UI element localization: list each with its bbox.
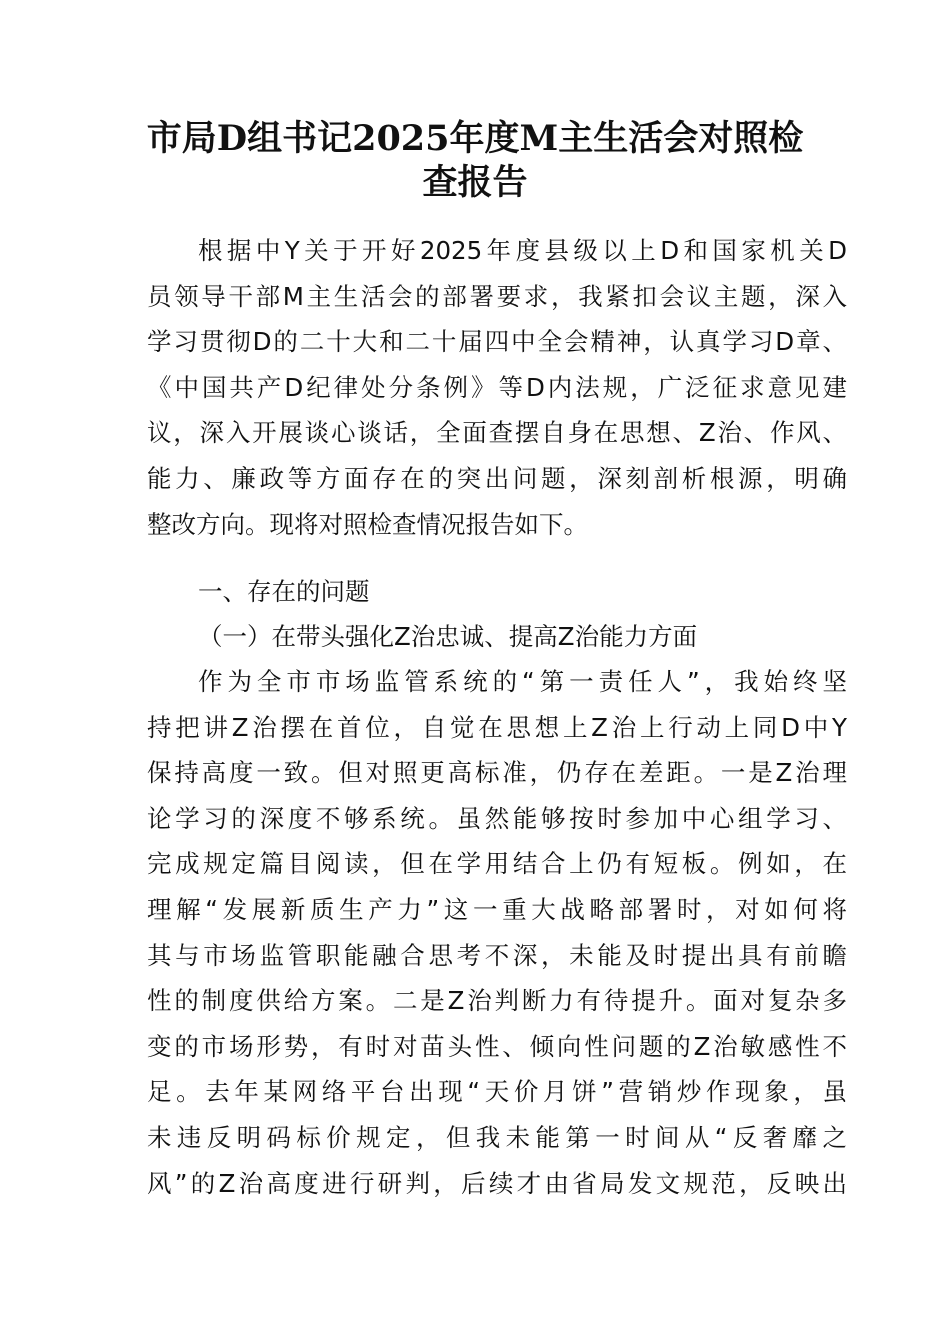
text-line: 持把讲Z治摆在首位，自觉在思想上Z治上行动上同D中Y bbox=[147, 712, 847, 742]
text-line: 理解“发展新质生产力”这一重大战略部署时，对如何将 bbox=[147, 894, 847, 924]
intro-paragraph bbox=[147, 228, 847, 547]
text-line: 完成规定篇目阅读，但在学用结合上仍有短板。例如，在 bbox=[147, 849, 847, 879]
text-line: 作为全市市场监管系统的“第一责任人”，我始终坚 bbox=[198, 667, 847, 696]
text-line: 足。去年某网络平台出现“天价月饼”营销炒作现象，虽 bbox=[147, 1077, 847, 1107]
document-title-line-2: 查报告 bbox=[422, 162, 528, 203]
text-line: 未违反明码标价规定，但我未能第一时间从“反奢靡之 bbox=[147, 1122, 847, 1152]
body-paragraph bbox=[147, 659, 847, 1206]
text-line: 整改方向。现将对照检查情况报告如下。 bbox=[147, 509, 588, 539]
text-line: 论学习的深度不够系统。虽然能够按时参加中心组学习、 bbox=[147, 803, 847, 833]
text-line: 能力、廉政等方面存在的突出问题，深刻剖析根源，明确 bbox=[147, 463, 847, 493]
subsection-heading bbox=[147, 614, 847, 660]
text-line: 其与市场监管职能融合思考不深，未能及时提出具有前瞻 bbox=[147, 940, 847, 970]
section-heading bbox=[147, 569, 847, 615]
text-line: 一、存在的问题 bbox=[198, 577, 370, 606]
text-line: 议，深入开展谈心谈话，全面查摆自身在思想、Z治、作风、 bbox=[147, 418, 847, 448]
text-line: （一）在带头强化Z治忠诚、提高Z治能力方面 bbox=[198, 622, 698, 651]
text-line: 风”的Z治高度进行研判，后续才由省局发文规范，反映出 bbox=[147, 1168, 847, 1198]
text-line: 员领导干部M主生活会的部署要求，我紧扣会议主题，深入 bbox=[147, 281, 847, 311]
text-line: 变的市场形势，有时对苗头性、倾向性问题的Z治敏感性不 bbox=[147, 1031, 847, 1061]
text-line: 《中国共产D纪律处分条例》等D内法规，广泛征求意见建 bbox=[147, 372, 847, 402]
text-line: 保持高度一致。但对照更高标准，仍存在差距。一是Z治理 bbox=[147, 758, 847, 788]
text-line: 性的制度供给方案。二是Z治判断力有待提升。面对复杂多 bbox=[147, 986, 847, 1016]
text-line: 学习贯彻D的二十大和二十届四中全会精神，认真学习D章、 bbox=[147, 327, 847, 357]
document-title-line-1: 市局D组书记2025年度M主生活会对照检 bbox=[146, 118, 804, 159]
text-line: 根据中Y关于开好2025年度县级以上D和国家机关D bbox=[198, 236, 847, 265]
